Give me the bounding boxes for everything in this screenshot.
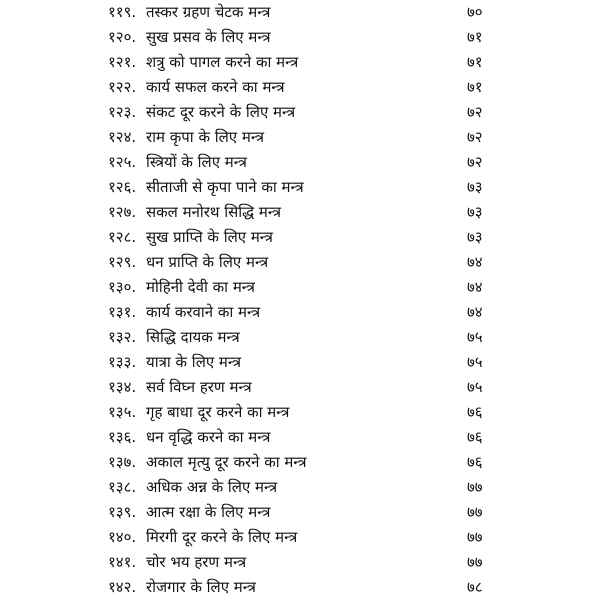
entry-number: १३१. xyxy=(108,303,137,321)
toc-entry xyxy=(0,125,600,150)
entry-page: ७७ xyxy=(467,478,483,496)
entry-page: ७६ xyxy=(467,403,483,421)
entry-title: आत्म रक्षा के लिए मन्त्र xyxy=(146,503,271,521)
toc-entry xyxy=(0,425,600,450)
entry-number: १२२. xyxy=(108,78,137,96)
entry-number: १४१. xyxy=(108,553,137,571)
entry-page: ७६ xyxy=(467,428,483,446)
toc-entry xyxy=(0,575,600,600)
toc-entry xyxy=(0,550,600,575)
entry-number: १२६. xyxy=(108,178,137,196)
entry-title: रोजगार के लिए मन्त्र xyxy=(146,578,256,596)
entry-title: स्त्रियों के लिए मन्त्र xyxy=(146,153,247,171)
entry-title: सुख प्रसव के लिए मन्त्र xyxy=(146,28,271,46)
entry-title: सीताजी से कृपा पाने का मन्त्र xyxy=(146,178,304,196)
toc-entry xyxy=(0,525,600,550)
entry-number: ११९. xyxy=(108,3,137,21)
entry-page: ७४ xyxy=(467,253,483,271)
entry-page: ७३ xyxy=(467,178,483,196)
entry-title: यात्रा के लिए मन्त्र xyxy=(146,353,242,371)
entry-page: ७३ xyxy=(467,228,483,246)
entry-number: १३७. xyxy=(108,453,137,471)
entry-number: १२३. xyxy=(108,103,137,121)
entry-page: ७७ xyxy=(467,503,483,521)
toc-entry xyxy=(0,400,600,425)
entry-page: ७१ xyxy=(467,28,483,46)
entry-title: सकल मनोरथ सिद्धि मन्त्र xyxy=(146,203,282,221)
entry-number: १३९. xyxy=(108,503,137,521)
entry-title: कार्य सफल करने का मन्त्र xyxy=(146,78,285,96)
entry-number: १२५. xyxy=(108,153,137,171)
entry-title: कार्य करवाने का मन्त्र xyxy=(146,303,261,321)
entry-page: ७७ xyxy=(467,553,483,571)
toc-entry xyxy=(0,250,600,275)
entry-title: सर्व विघ्न हरण मन्त्र xyxy=(146,378,252,396)
toc-entry xyxy=(0,325,600,350)
entry-title: तस्कर ग्रहण चेटक मन्त्र xyxy=(146,3,271,21)
entry-number: १२१. xyxy=(108,53,137,71)
entry-number: १२९. xyxy=(108,253,137,271)
entry-page: ७५ xyxy=(467,328,483,346)
entry-page: ७४ xyxy=(467,303,483,321)
entry-number: १३६. xyxy=(108,428,137,446)
entry-number: १३४. xyxy=(108,378,137,396)
entry-title: संकट दूर करने के लिए मन्त्र xyxy=(146,103,296,121)
entry-number: १२८. xyxy=(108,228,137,246)
entry-page: ७० xyxy=(467,3,483,21)
entry-title: चोर भय हरण मन्त्र xyxy=(146,553,247,571)
entry-number: १३३. xyxy=(108,353,137,371)
entry-number: १२७. xyxy=(108,203,137,221)
entry-page: ७३ xyxy=(467,203,483,221)
entry-page: ७२ xyxy=(467,153,483,171)
entry-page: ७४ xyxy=(467,278,483,296)
entry-title: अकाल मृत्यु दूर करने का मन्त्र xyxy=(146,453,307,471)
entry-title: शत्रु को पागल करने का मन्त्र xyxy=(146,53,299,71)
toc-entry xyxy=(0,450,600,475)
toc-entry xyxy=(0,100,600,125)
entry-number: १३८. xyxy=(108,478,137,496)
entry-number: १४०. xyxy=(108,528,137,546)
entry-page: ७७ xyxy=(467,528,483,546)
entry-title: अधिक अन्न के लिए मन्त्र xyxy=(146,478,278,496)
entry-title: मिरगी दूर करने के लिए मन्त्र xyxy=(146,528,298,546)
entry-page: ७५ xyxy=(467,378,483,396)
toc-entry xyxy=(0,200,600,225)
toc-entry xyxy=(0,225,600,250)
entry-number: १३५. xyxy=(108,403,137,421)
entry-title: सिद्धि दायक मन्त्र xyxy=(146,328,240,346)
toc-entry xyxy=(0,500,600,525)
entry-number: १२०. xyxy=(108,28,137,46)
toc-entry xyxy=(0,475,600,500)
entry-number: १३२. xyxy=(108,328,137,346)
toc-entry xyxy=(0,150,600,175)
entry-page: ७१ xyxy=(467,78,483,96)
entry-title: धन प्राप्ति के लिए मन्त्र xyxy=(146,253,269,271)
entry-page: ७८ xyxy=(467,578,483,596)
entry-page: ७१ xyxy=(467,53,483,71)
toc-entry xyxy=(0,0,600,25)
entry-title: सुख प्राप्ति के लिए मन्त्र xyxy=(146,228,273,246)
entry-page: ७५ xyxy=(467,353,483,371)
entry-page: ७२ xyxy=(467,128,483,146)
toc-entry xyxy=(0,25,600,50)
toc-entry xyxy=(0,50,600,75)
toc-entry xyxy=(0,175,600,200)
toc-entry xyxy=(0,75,600,100)
entry-title: गृह बाधा दूर करने का मन्त्र xyxy=(146,403,290,421)
toc-entry xyxy=(0,350,600,375)
toc-entry xyxy=(0,375,600,400)
entry-title: मोहिनी देवी का मन्त्र xyxy=(146,278,255,296)
entry-page: ७२ xyxy=(467,103,483,121)
entry-title: राम कृपा के लिए मन्त्र xyxy=(146,128,264,146)
toc-entry xyxy=(0,300,600,325)
entry-number: १४२. xyxy=(108,578,137,596)
entry-title: धन वृद्धि करने का मन्त्र xyxy=(146,428,271,446)
entry-page: ७६ xyxy=(467,453,483,471)
toc-entry xyxy=(0,275,600,300)
entry-number: १२४. xyxy=(108,128,137,146)
entry-number: १३०. xyxy=(108,278,137,296)
